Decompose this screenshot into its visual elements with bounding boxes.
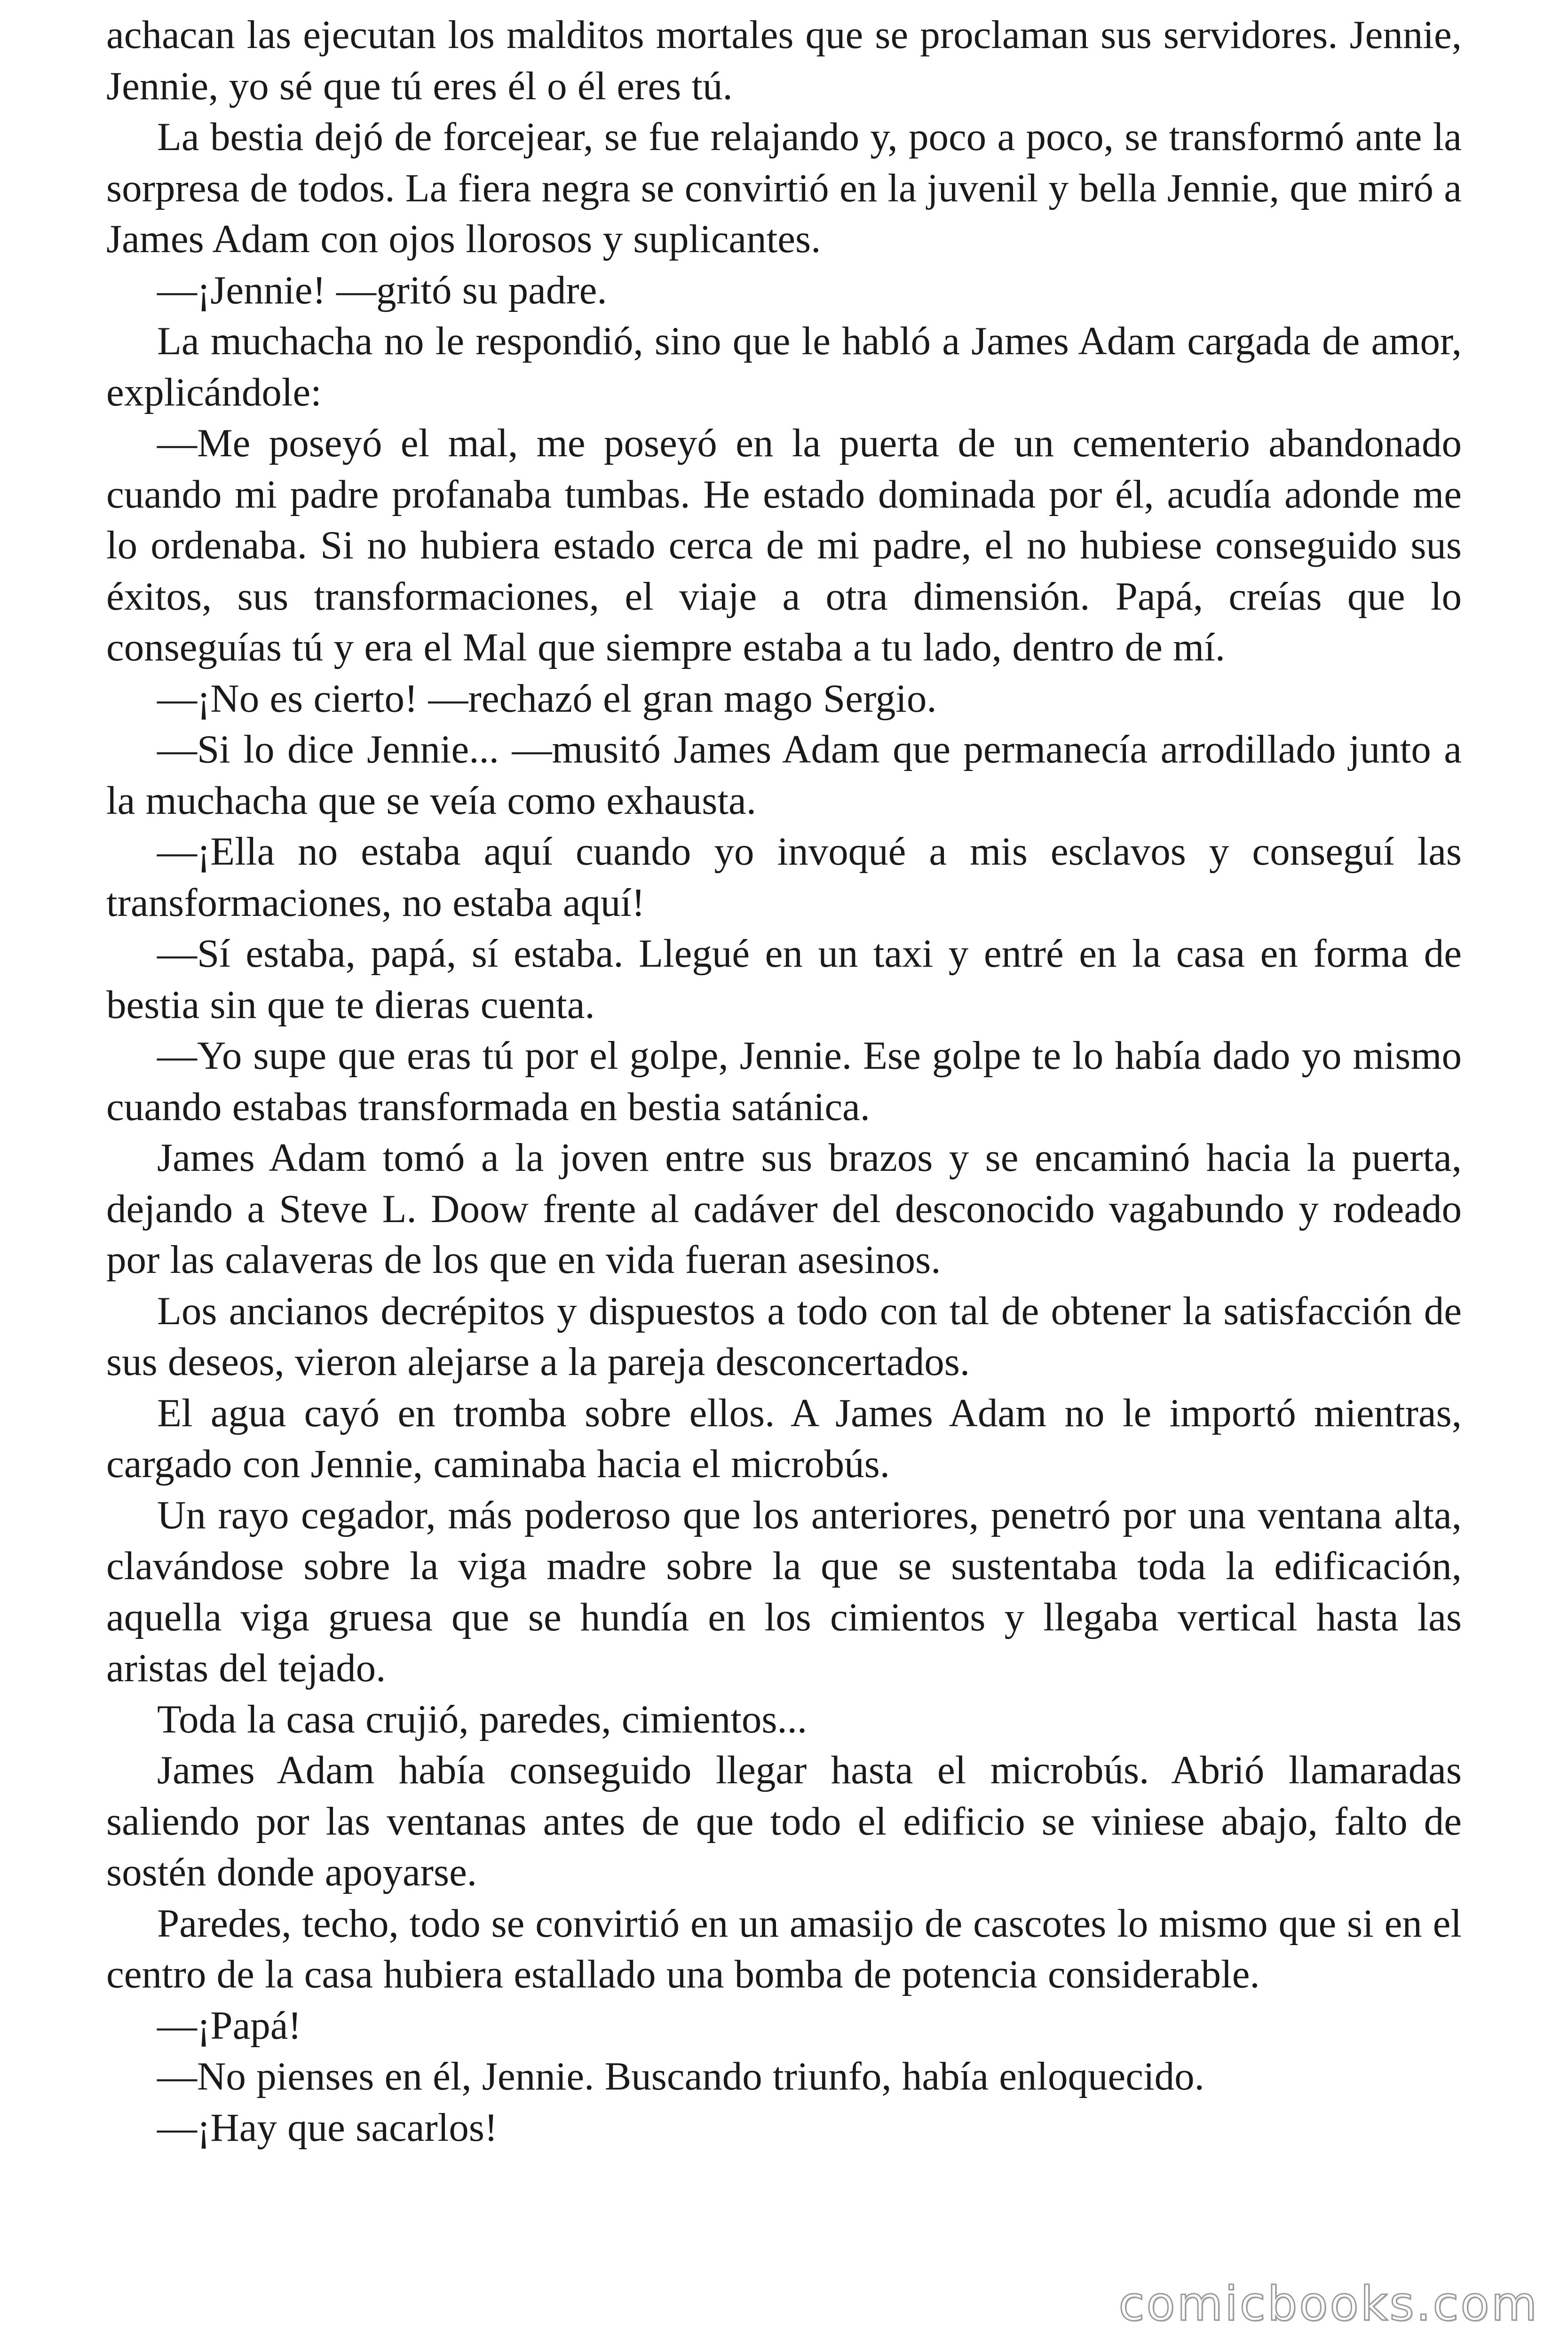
paragraph: —¡Jennie! —gritó su padre. [157, 268, 607, 312]
paragraph: —¡Papá! [157, 2003, 301, 2048]
paragraph: —¡Ella no estaba aquí cuando yo invoqué a mis esclavos y conseguí las transformaciones, no estaba aquí! [106, 829, 1462, 925]
paragraph: —¡Hay que sacarlos! [157, 2105, 498, 2150]
paragraph: James Adam tomó a la joven entre sus brazos y se encaminó hacia la puerta, dejando a Steve L. Doow frente al cadáver del desconocido vagabundo y rodeado por las calaveras de los que en vida fueran asesinos. [106, 1136, 1462, 1282]
paragraph: —Me poseyó el mal, me poseyó en la puerta de un cementerio abandonado cuando mi padre profanaba tumbas. He estado dominada por él, acudía adonde me lo ordenaba. Si no hubiera estado cerca de mi padre, el no hubiese conseguido sus éxitos, sus transformaciones, el viaje a otra dimensión. Papá, creías que lo conseguías tú y era el Mal que siempre estaba a tu lado, dentro de mí. [106, 421, 1462, 669]
paragraph: Toda la casa crujió, paredes, cimientos... [157, 1697, 808, 1741]
book-page-text [106, 9, 1462, 2153]
paragraph: Un rayo cegador, más poderoso que los anteriores, penetró por una ventana alta, clavándose sobre la viga madre sobre la que se sustentaba toda la edificación, aquella viga gruesa que se hundía en los cimientos y llegaba vertical hasta las aristas del tejado. [106, 1493, 1462, 1690]
paragraph: El agua cayó en tromba sobre ellos. A James Adam no le importó mientras, cargado con Jennie, caminaba hacia el microbús. [106, 1391, 1462, 1486]
paragraph: achacan las ejecutan los malditos mortales que se proclaman sus servidores. Jennie, Jennie, yo sé que tú eres él o él eres tú. [106, 13, 1462, 108]
paragraph: La muchacha no le respondió, sino que le habló a James Adam cargada de amor, explicándole: [106, 319, 1462, 414]
paragraph: La bestia dejó de forcejear, se fue relajando y, poco a poco, se transformó ante la sorpresa de todos. La fiera negra se convirtió en la juvenil y bella Jennie, que miró a James Adam con ojos llorosos y suplicantes. [106, 115, 1462, 261]
paragraph: James Adam había conseguido llegar hasta el microbús. Abrió llamaradas saliendo por las ventanas antes de que todo el edificio se viniese abajo, falto de sostén donde apoyarse. [106, 1748, 1462, 1894]
paragraph: Paredes, techo, todo se convirtió en un amasijo de cascotes lo mismo que si en el centro de la casa hubiera estallado una bomba de potencia considerable. [106, 1901, 1462, 1996]
paragraph: —Si lo dice Jennie... —musitó James Adam que permanecía arrodillado junto a la muchacha que se veía como exhausta. [106, 727, 1462, 823]
paragraph: Los ancianos decrépitos y dispuestos a todo con tal de obtener la satisfacción de sus deseos, vieron alejarse a la pareja desconcertados. [106, 1288, 1462, 1384]
paragraph: —No pienses en él, Jennie. Buscando triunfo, había enloquecido. [157, 2054, 1204, 2098]
watermark: comicbooks.com [1118, 2276, 1539, 2331]
paragraph: —Sí estaba, papá, sí estaba. Llegué en un taxi y entré en la casa en forma de bestia sin que te dieras cuenta. [106, 931, 1462, 1027]
paragraph: —Yo supe que eras tú por el golpe, Jennie. Ese golpe te lo había dado yo mismo cuando estabas transformada en bestia satánica. [106, 1033, 1462, 1129]
paragraph: —¡No es cierto! —rechazó el gran mago Sergio. [157, 676, 937, 721]
